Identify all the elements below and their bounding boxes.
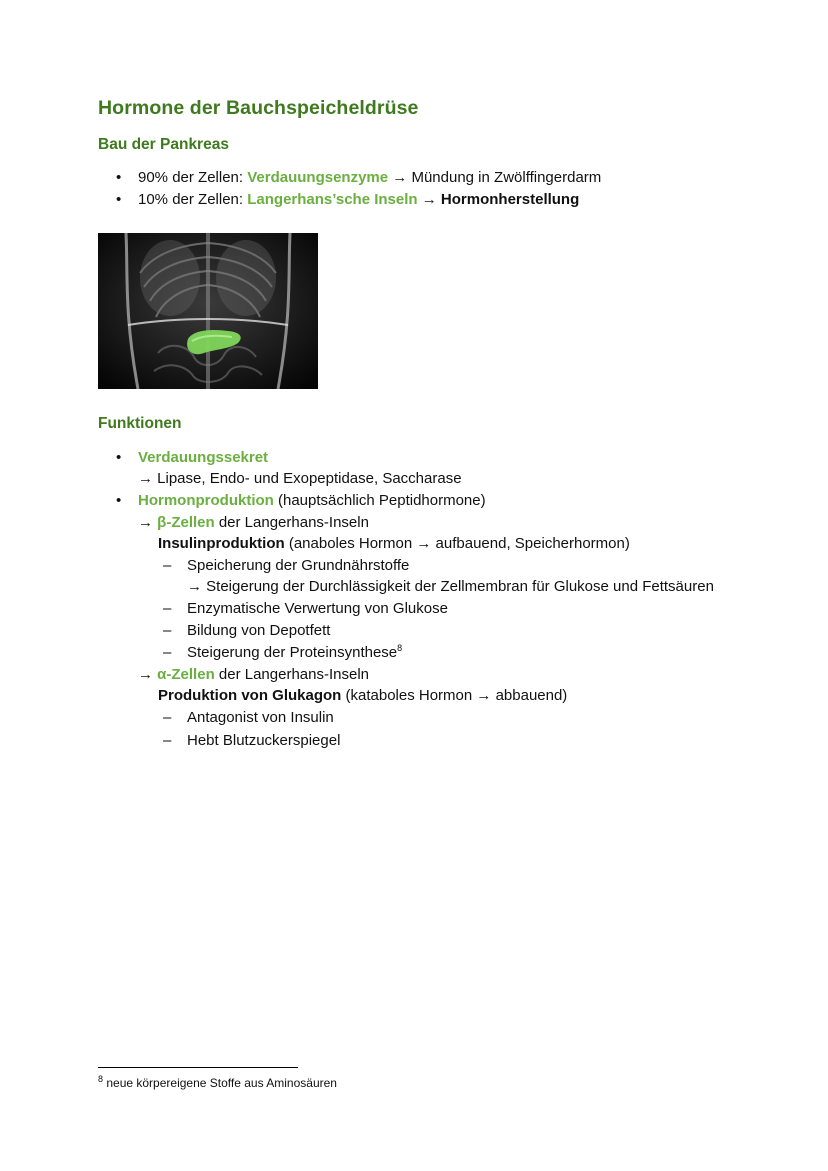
glukagon-sub-1: Antagonist von Insulin (187, 709, 334, 726)
arrow: → (138, 514, 158, 531)
glukagon-note: (kataboles Hormon → abbauend) (341, 687, 568, 704)
glukagon-sub-2: Hebt Blutzuckerspiegel (187, 732, 341, 749)
bau-item-2-post: Hormonherstellung (440, 191, 580, 208)
alpha-rest: der Langerhans-Inseln (214, 666, 370, 683)
footnote-number: 8 (98, 1074, 104, 1084)
hormon-line (138, 492, 486, 510)
insulin-sub-2: Enzymatische Verwertung von Glukose (187, 600, 448, 617)
bau-item-2-highlight: Langerhans’sche Inseln (247, 191, 418, 208)
footnote-divider (98, 1067, 298, 1068)
alpha-line (138, 666, 369, 684)
bullet-glyph: • (116, 169, 122, 186)
dash-glyph: – (163, 644, 172, 661)
insulin-note: (anaboles Hormon → aufbauend, Speicherhormon) (284, 535, 630, 552)
page-title: Hormone der Bauchspeicheldrüse (98, 97, 419, 119)
hormon-title: Hormonproduktion (138, 492, 274, 509)
arrow: → (417, 191, 441, 208)
glukagon-title: Produktion von Glukagon (158, 687, 342, 704)
arrow: → (138, 666, 158, 683)
bau-item-2-pre: 10% der Zellen: (138, 191, 248, 208)
dash-glyph: – (163, 600, 172, 617)
bau-item-2 (138, 191, 579, 209)
insulin-sub-4 (187, 644, 402, 662)
section-heading-bau: Bau der Pankreas (98, 136, 229, 153)
bullet-glyph: • (116, 191, 122, 208)
sekret-title: Verdauungssekret (138, 449, 269, 466)
footnote (98, 1076, 337, 1090)
torso-pancreas-icon (98, 233, 318, 389)
insulin-sub-1-detail: → Steigerung der Durchlässigkeit der Zellmembran für Glukose und Fettsäuren (187, 578, 714, 595)
bau-item-1-post: Mündung in Zwölffingerdarm (411, 169, 602, 186)
dash-glyph: – (163, 732, 172, 749)
insulin-sub-4-text: Steigerung der Proteinsynthese (187, 644, 398, 661)
bau-item-1-highlight: Verdauungsenzyme (247, 169, 389, 186)
beta-rest: der Langerhans-Inseln (214, 514, 369, 531)
insulin-sub-1: Speicherung der Grundnährstoffe (187, 557, 410, 574)
alpha-cells: α-Zellen (157, 666, 215, 683)
section-heading-funktionen: Funktionen (98, 415, 182, 432)
insulin-sub-3: Bildung von Depotfett (187, 622, 331, 639)
dash-glyph: – (163, 622, 172, 639)
beta-line (138, 514, 369, 532)
bau-item-1-pre: 90% der Zellen: (138, 169, 248, 186)
insulin-title: Insulinproduktion (158, 535, 285, 552)
bau-item-1 (138, 169, 601, 187)
sekret-detail: → Lipase, Endo- und Exopeptidase, Saccharase (138, 470, 462, 487)
footnote-text: neue körpereigene Stoffe aus Aminosäuren (103, 1076, 337, 1090)
arrow: → (388, 169, 412, 186)
insulin-line (158, 535, 630, 553)
footnote-ref: 8 (397, 643, 403, 653)
dash-glyph: – (163, 557, 172, 574)
dash-glyph: – (163, 709, 172, 726)
hormon-note: (hauptsächlich Peptidhormone) (273, 492, 486, 509)
glukagon-line (158, 687, 567, 705)
pancreas-illustration (98, 233, 318, 389)
bullet-glyph: • (116, 449, 122, 466)
bullet-glyph: • (116, 492, 122, 509)
beta-cells: β-Zellen (157, 514, 215, 531)
